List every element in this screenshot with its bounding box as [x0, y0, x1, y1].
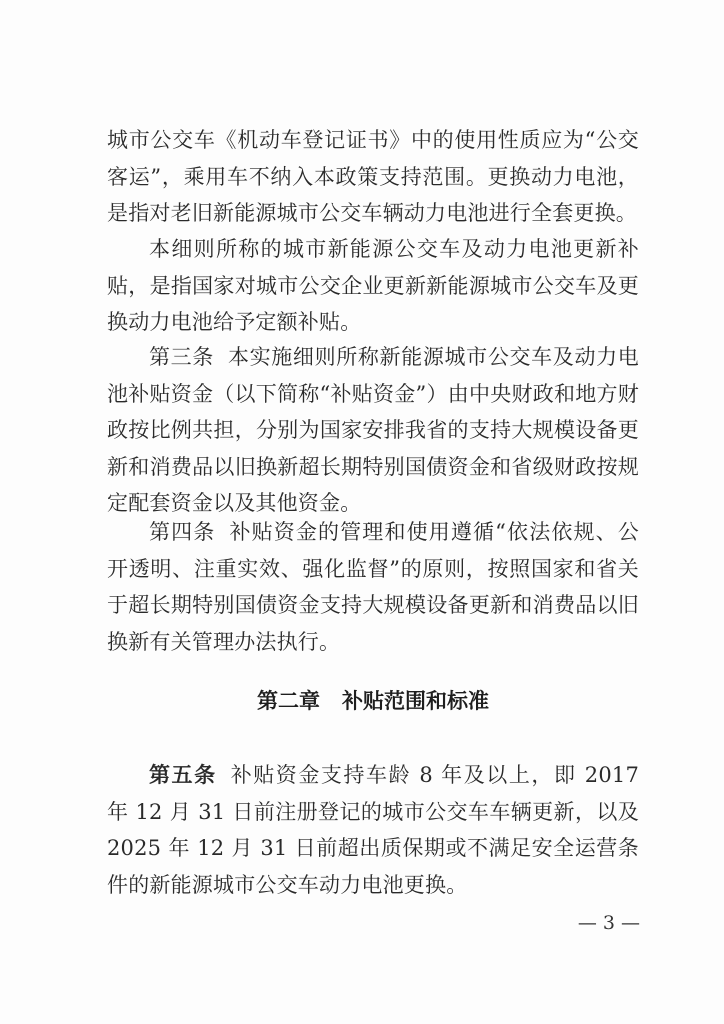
article-4-text: 补贴资金的管理和使用遵循“依法依规、公开透明、注重实效、强化监督”的原则，按照国家和省关于超长期特别国债资金支持大规模设备更新和消费品以旧换新有关管理办法执行。	[107, 520, 639, 654]
article-5-label: 第五条	[149, 763, 217, 787]
chapter-heading	[107, 686, 639, 716]
page-number: — 3 —	[577, 912, 640, 934]
article-3-text: 本实施细则所称新能源城市公交车及动力电池补贴资金（以下简称“补贴资金”）由中央财政和地方财政按比例共担，分别为国家安排我省的支持大规模设备更新和消费品以旧换新超长期特别国债资金和省级财政按规定配套资金以及其他资金。	[107, 345, 639, 515]
paragraph-definition: 本细则所称的城市新能源公交车及动力电池更新补贴，是指国家对城市公交企业更新新能源城市公交车及更换动力电池给予定额补贴。	[107, 237, 639, 334]
chapter-number: 第二章	[257, 689, 320, 713]
article-5-text: 补贴资金支持车龄 8 年及以上，即 2017 年 12 月 31 日前注册登记的城市公交车车辆更新，以及 2025 年 12 月 31 日前超出质保期或不满足安全运营条件的新能源城市公交车动力电池更换。	[107, 763, 639, 897]
paragraph-continuation: 城市公交车《机动车登记证书》中的使用性质应为“公交客运”，乘用车不纳入本政策支持范围。更换动力电池，是指对老旧新能源城市公交车辆动力电池进行全套更换。	[107, 128, 639, 225]
article-4	[107, 514, 639, 660]
article-3-label: 第三条	[149, 345, 214, 369]
chapter-title: 补贴范围和标准	[342, 689, 489, 713]
article-3	[107, 339, 639, 522]
article-4-label: 第四条	[149, 520, 216, 544]
article-5	[107, 757, 639, 903]
